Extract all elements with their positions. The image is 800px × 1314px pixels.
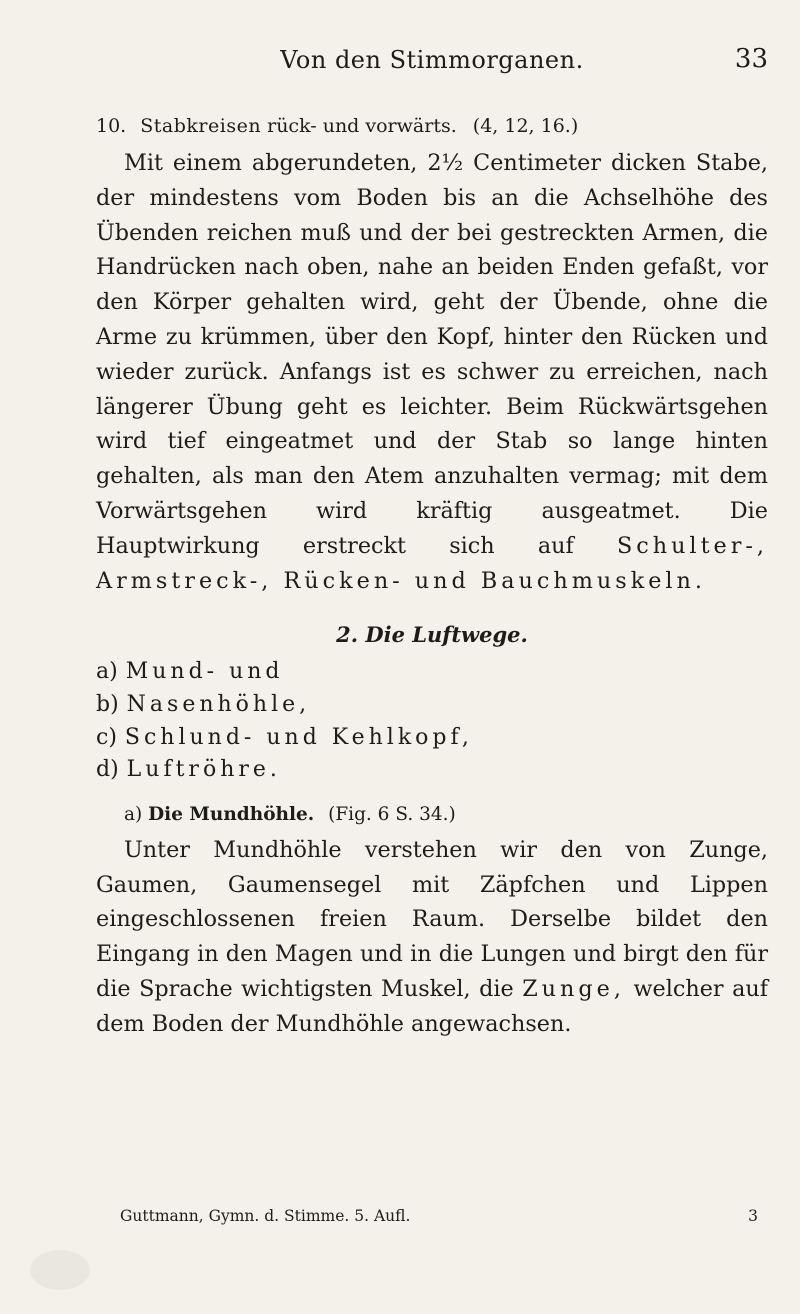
list-item	[96, 689, 768, 722]
subsection-reference: (Fig. 6 S. 34.)	[328, 803, 456, 825]
exercise-heading	[96, 112, 768, 140]
airways-list	[96, 656, 768, 786]
list-item-label: b)	[96, 691, 119, 717]
exercise-title: Stabkreisen	[140, 115, 262, 137]
subsection-title: Die Mundhöhle.	[148, 803, 315, 825]
exercise-paragraph	[96, 146, 768, 598]
exercise-reference: (4, 12, 16.)	[472, 115, 579, 137]
exercise-number: 10.	[96, 115, 127, 137]
running-title: Von den Stimmorganen.	[280, 46, 584, 74]
subsection-heading	[124, 801, 768, 829]
mouth-text-end: welcher auf dem Boden der Mundhöhle angewachsen.	[96, 975, 768, 1037]
list-item	[96, 754, 768, 787]
exercise-emphasis: Schulter-, Armstreck-, Rücken- und Bauchmuskeln.	[96, 532, 769, 594]
signature-mark: 3	[748, 1207, 758, 1225]
list-item-text: Nasenhöhle,	[126, 691, 311, 717]
exercise-subtitle: rück- und vorwärts.	[267, 115, 457, 137]
list-item-label: a)	[96, 659, 118, 685]
page-number: 33	[734, 44, 768, 74]
page-content	[96, 112, 768, 1042]
running-head	[96, 42, 768, 82]
footer-imprint: Guttmann, Gymn. d. Stimme. 5. Aufl.	[120, 1207, 411, 1225]
mouth-emphasis: Zunge,	[522, 975, 625, 1002]
list-item	[96, 722, 768, 755]
section-number: 2.	[336, 622, 359, 648]
mouth-text: Unter Mundhöhle verstehen wir den von Zunge, Gaumen, Gaumensegel mit Zäpfchen und Lippen eingeschlossenen freien Raum. Derselbe bildet den Eingang in den Magen und in die Lungen und birgt den für die Sprache wichtigsten Muskel, die	[96, 836, 768, 1002]
mouth-paragraph	[96, 833, 768, 1042]
list-item-text: Luftröhre.	[126, 757, 281, 783]
section-title: Die Luftwege.	[365, 622, 528, 648]
list-item-label: c)	[96, 724, 117, 750]
section-heading	[96, 620, 768, 650]
subsection-label: a)	[124, 803, 143, 825]
list-item-label: d)	[96, 757, 119, 783]
exercise-text: Mit einem abgerundeten, 2½ Centimeter dicken Stabe, der mindestens vom Boden bis an die Achselhöhe des Übenden reichen muß und der bei gestreckten Armen, die Handrücken nach oben, nahe an beiden Enden gefaßt, vor den Körper gehalten wird, geht der Übende, ohne die Arme zu krümmen, über den Kopf, hinter den Rücken und wieder zurück. Anfangs ist es schwer zu erreichen, nach längerer Übung geht es leichter. Beim Rückwärtsgehen wird tief eingeatmet und der Stab so lange hinten gehalten, als man den Atem anzuhalten vermag; mit dem Vorwärtsgehen wird kräftig ausgeatmet. Die Hauptwirkung erstreckt sich auf	[96, 150, 768, 559]
paper-stain	[30, 1250, 90, 1290]
page-footer	[120, 1206, 768, 1226]
list-item	[96, 656, 768, 689]
list-item-text: Mund- und	[125, 659, 284, 685]
list-item-text: Schlund- und Kehlkopf,	[124, 724, 473, 750]
